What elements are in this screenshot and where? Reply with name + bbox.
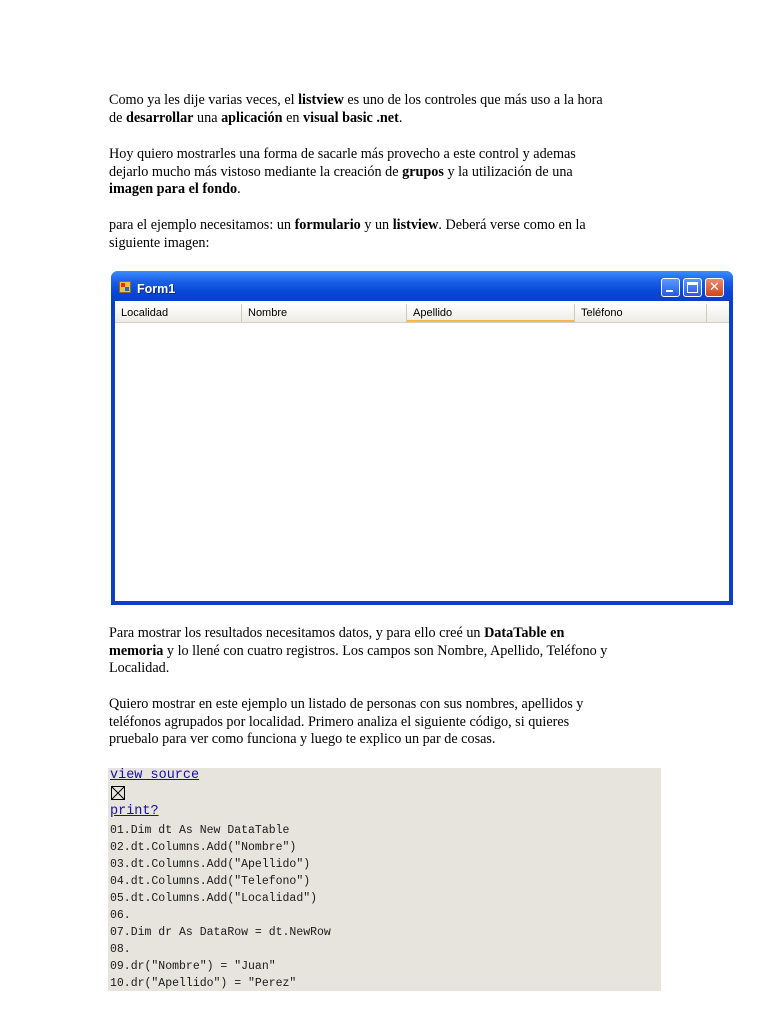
code-line: 07.Dim dr As DataRow = dt.NewRow <box>110 926 331 939</box>
code-line: 03.dt.Columns.Add("Apellido") <box>110 858 311 871</box>
text-run: Como ya les dije varias veces, el <box>109 92 299 108</box>
bold-term: imagen para el fondo <box>109 181 238 197</box>
bold-term: formulario <box>294 217 361 233</box>
close-icon: ✕ <box>709 280 720 295</box>
code-line: 04.dt.Columns.Add("Telefono") <box>110 875 311 888</box>
text-run: Quiero mostrar en este ejemplo un listado de personas con sus nombres, apellidos y teléfonos agrupados por localidad. Primero analiza el siguiente código, si quieres pruebalo para ver como funciona y luego te explico un par de cosas. <box>109 696 584 747</box>
window-titlebar <box>111 271 733 301</box>
column-header-apellido[interactable]: Apellido <box>407 304 575 322</box>
minimize-icon <box>666 290 673 292</box>
paragraph-datatable <box>109 625 669 678</box>
listview-control[interactable] <box>115 301 729 601</box>
text-run: y la utilización de una <box>443 163 573 180</box>
bold-term: listview <box>298 92 344 108</box>
text-run: en <box>282 109 304 126</box>
form-window-screenshot <box>111 271 733 605</box>
bold-term: aplicación <box>221 109 283 126</box>
code-line: 08. <box>110 943 131 956</box>
code-line: 06. <box>110 909 131 922</box>
paragraph-intro <box>109 92 669 127</box>
code-block <box>108 768 661 991</box>
maximize-button[interactable] <box>683 278 702 297</box>
toggle-icon[interactable] <box>111 786 125 800</box>
code-listing <box>110 822 331 992</box>
text-run: y un <box>360 217 393 233</box>
text-run: . <box>398 109 403 126</box>
code-line: 01.Dim dt As New DataTable <box>110 824 290 837</box>
text-run: una <box>193 109 222 126</box>
text-run: para el ejemplo necesitamos: un <box>109 217 295 233</box>
print-link[interactable]: print? <box>110 804 159 819</box>
minimize-button[interactable] <box>661 278 680 297</box>
code-line: 10.dr("Apellido") = "Perez" <box>110 977 297 990</box>
text-run: y lo llené con cuatro registros. Los campos son Nombre, Apellido, Teléfono y Localidad. <box>109 642 608 676</box>
paragraph-requirements <box>109 217 669 252</box>
view-source-link[interactable]: view source <box>110 768 200 783</box>
bold-term: grupos <box>402 163 444 180</box>
code-line: 09.dr("Nombre") = "Juan" <box>110 960 276 973</box>
window-title: Form1 <box>137 282 176 296</box>
bold-term: desarrollar <box>125 109 194 126</box>
code-line: 05.dt.Columns.Add("Localidad") <box>110 892 318 905</box>
close-button[interactable] <box>705 278 724 297</box>
paragraph-groups <box>109 146 669 199</box>
text-run: . <box>237 181 241 197</box>
column-header-nombre[interactable]: Nombre <box>242 304 407 322</box>
listview-header <box>115 304 729 323</box>
paragraph-explanation <box>109 696 669 749</box>
code-line: 02.dt.Columns.Add("Nombre") <box>110 841 297 854</box>
column-header-localidad[interactable]: Localidad <box>115 304 242 322</box>
text-run: Para mostrar los resultados necesitamos datos, y para ello creé un <box>109 625 485 641</box>
column-header-telefono[interactable]: Teléfono <box>575 304 707 322</box>
text-run: . Deberá verse como en la siguiente imagen: <box>109 217 586 251</box>
bold-term: DataTable en memoria <box>109 625 565 659</box>
text-run: Hoy quiero mostrarles una forma de sacarle más provecho a este control y ademas dejarlo mucho más vistoso mediante la creación de <box>109 146 576 180</box>
text-run: es uno de los controles que más uso a la hora de <box>109 92 603 126</box>
bold-term: visual basic .net <box>303 109 399 126</box>
app-form-icon <box>119 281 131 293</box>
bold-term: listview <box>392 217 439 233</box>
maximize-icon <box>687 282 698 293</box>
